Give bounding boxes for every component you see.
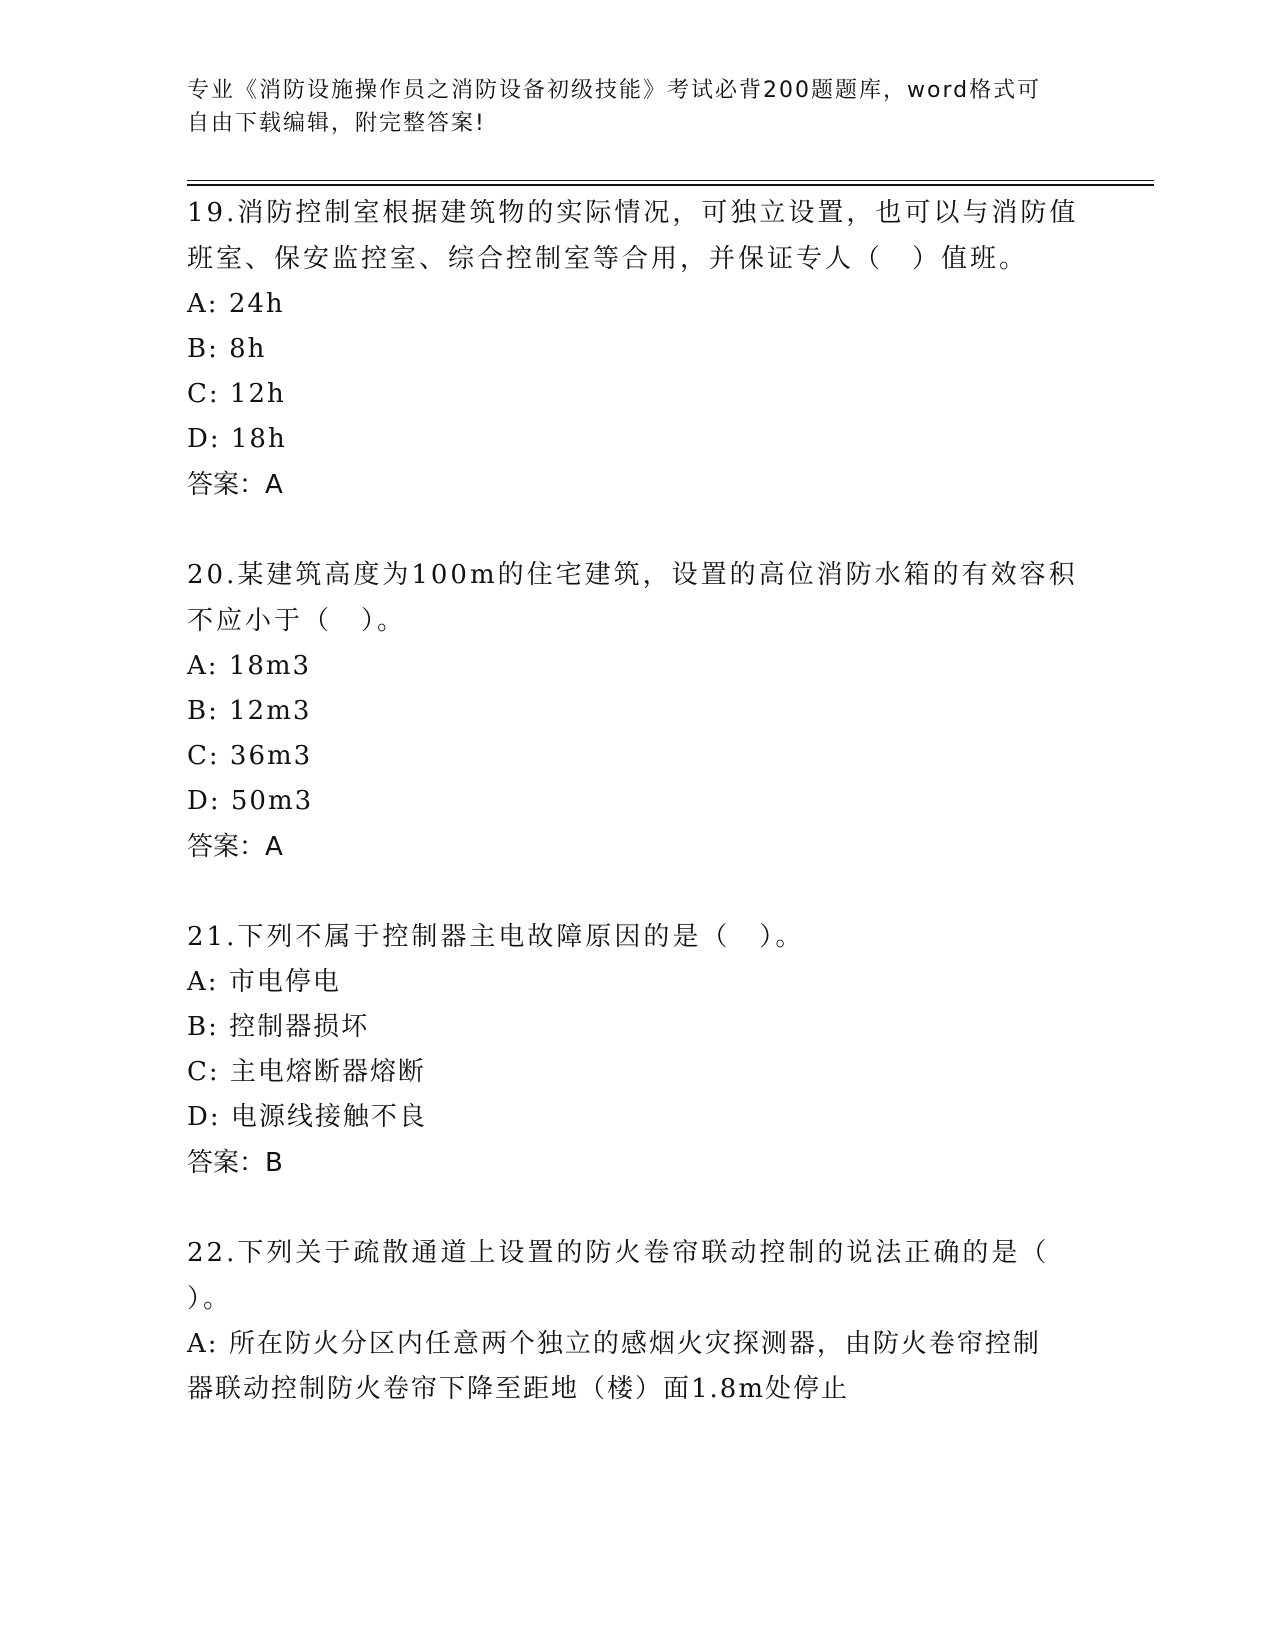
question-22 (187, 1230, 1087, 1412)
option-text: 主电熔断器熔断 (229, 1057, 426, 1087)
stem-line: 22.下列关于疏散通道上设置的防火卷帘联动控制的说法正确的是（ (187, 1238, 1050, 1268)
option-letter: D: (187, 786, 221, 816)
document-header (187, 74, 1087, 140)
option-letter: A: (187, 1329, 219, 1359)
answer-line: 答案：B (187, 1148, 283, 1178)
stem-line: 不应小于（ ）。 (187, 606, 407, 636)
stem-line: 班室、保安监控室、综合控制室等合用，并保证专人（ ）值班。 (187, 244, 1029, 274)
option-text: 12m3 (229, 696, 312, 726)
option-text: 8h (229, 334, 267, 364)
question-list (187, 190, 1087, 1412)
option-a (187, 1322, 1087, 1367)
option-letter: B: (187, 1012, 219, 1042)
question-spacer (187, 1186, 1087, 1230)
option-text: 12h (229, 379, 286, 409)
option-d (187, 417, 1087, 462)
option-text: 18m3 (228, 651, 312, 681)
option-text: 36m3 (229, 741, 313, 771)
question-stem (187, 1230, 1087, 1322)
option-text: 市电停电 (228, 967, 341, 997)
option-letter: C: (187, 741, 220, 771)
option-letter: B: (187, 334, 219, 364)
option-c (187, 1050, 1087, 1095)
option-c (187, 734, 1087, 779)
option-b (187, 327, 1087, 372)
option-b (187, 1005, 1087, 1050)
option-text: 18h (230, 424, 287, 454)
question-20 (187, 552, 1087, 870)
question-stem (187, 552, 1087, 644)
stem-line: 21.下列不属于控制器主电故障原因的是（ ）。 (187, 922, 805, 952)
option-text: 电源线接触不良 (230, 1102, 427, 1132)
question-21 (187, 914, 1087, 1186)
option-letter: B: (187, 696, 219, 726)
option-a (187, 282, 1087, 327)
option-a (187, 644, 1087, 689)
answer-line: 答案：A (187, 470, 283, 500)
answer-line: 答案：A (187, 832, 283, 862)
option-letter: D: (187, 1102, 221, 1132)
option-letter: A: (187, 967, 219, 997)
option-d (187, 1095, 1087, 1140)
option-letter: C: (187, 379, 220, 409)
question-19 (187, 190, 1087, 508)
option-a (187, 960, 1087, 1005)
header-divider-thick (187, 184, 1154, 186)
option-text: 控制器损坏 (229, 1012, 370, 1042)
question-stem (187, 914, 1087, 960)
stem-line: 20.某建筑高度为100m的住宅建筑，设置的高位消防水箱的有效容积 (187, 560, 1078, 590)
option-d (187, 779, 1087, 824)
option-a-continuation: 器联动控制防火卷帘下降至距地（楼）面1.8m处停止 (187, 1374, 850, 1404)
header-line-1: 专业《消防设施操作员之消防设备初级技能》考试必背200题题库，word格式可 (187, 78, 1042, 103)
option-b (187, 689, 1087, 734)
header-line-2: 自由下载编辑，附完整答案! (187, 111, 486, 136)
option-text: 24h (228, 289, 285, 319)
option-letter: C: (187, 1057, 220, 1087)
option-text: 50m3 (230, 786, 314, 816)
option-letter: A: (187, 289, 219, 319)
stem-line: 19.消防控制室根据建筑物的实际情况，可独立设置，也可以与消防值 (187, 198, 1079, 228)
question-stem (187, 190, 1087, 282)
option-letter: D: (187, 424, 221, 454)
option-text: 所在防火分区内任意两个独立的感烟火灾探测器，由防火卷帘控制 (228, 1329, 1041, 1359)
option-c (187, 372, 1087, 417)
option-letter: A: (187, 651, 219, 681)
header-divider-thin (187, 180, 1154, 181)
question-spacer (187, 508, 1087, 552)
question-spacer (187, 870, 1087, 914)
stem-line: ）。 (187, 1284, 233, 1314)
